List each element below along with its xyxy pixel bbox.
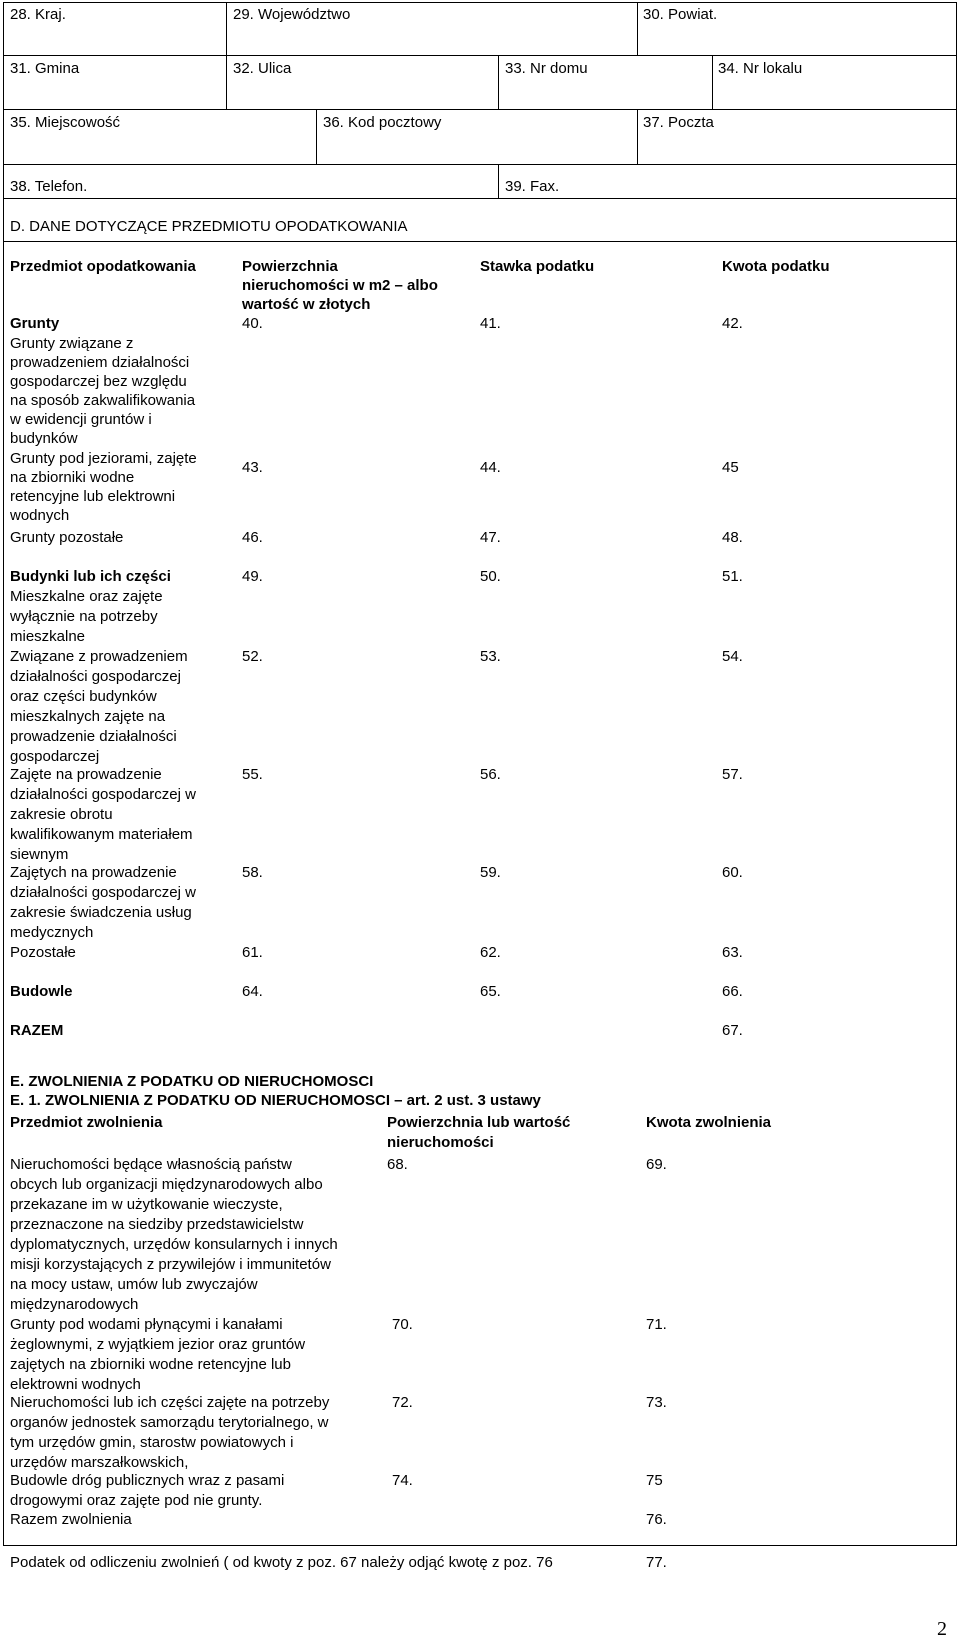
- rule: [3, 1545, 957, 1546]
- header-amount: Kwota podatku: [722, 258, 830, 275]
- field-poczta[interactable]: 37. Poczta: [643, 114, 714, 131]
- row-label: mieszkalne: [10, 628, 86, 645]
- row-label: prowadzeniem działalności: [10, 354, 190, 371]
- rule: [712, 55, 713, 109]
- row-label: obcych lub organizacji międzynarodowych albo: [10, 1176, 323, 1193]
- row-label: działalności gospodarczej w: [10, 786, 196, 803]
- row-label: wodnych: [10, 507, 70, 524]
- field-nr-domu[interactable]: 33. Nr domu: [505, 60, 588, 77]
- row-label: gospodarczej: [10, 748, 100, 765]
- rule: [3, 198, 4, 1546]
- row-label: Związane z prowadzeniem: [10, 648, 188, 665]
- row-label: na sposób zakwalifikowania: [10, 392, 196, 409]
- field-65[interactable]: 65.: [480, 983, 501, 1000]
- field-43[interactable]: 43.: [242, 459, 263, 476]
- row-label: medycznych: [10, 924, 94, 941]
- header-area: wartość w złotych: [242, 296, 371, 313]
- row-label: Grunty pod wodami płynącymi i kanałami: [10, 1316, 283, 1333]
- row-label: działalności gospodarczej: [10, 668, 181, 685]
- field-fax[interactable]: 39. Fax.: [505, 178, 560, 195]
- field-56[interactable]: 56.: [480, 766, 501, 783]
- row-label: siewnym: [10, 846, 69, 863]
- row-label: Zajętych na prowadzenie: [10, 864, 177, 881]
- header-area: nieruchomości w m2 – albo: [242, 277, 438, 294]
- row-label: budynków: [10, 430, 78, 447]
- rule: [3, 55, 957, 56]
- rule: [3, 2, 957, 3]
- row-label: międzynarodowych: [10, 1296, 139, 1313]
- field-45[interactable]: 45: [722, 459, 739, 476]
- rule: [3, 164, 957, 165]
- row-label: przekazane im w użytkowanie wieczyste,: [10, 1196, 283, 1213]
- field-wojewodztwo[interactable]: 29. Województwo: [233, 6, 351, 23]
- rule: [3, 241, 957, 242]
- field-ulica[interactable]: 32. Ulica: [233, 60, 292, 77]
- section-e-title: E. ZWOLNIENIA Z PODATKU OD NIERUCHOMOSCI: [10, 1073, 374, 1090]
- header-area: Powierzchnia lub wartość: [387, 1114, 571, 1131]
- row-label: żeglownymi, z wyjątkiem jezior oraz gruntów: [10, 1336, 306, 1353]
- field-54[interactable]: 54.: [722, 648, 743, 665]
- rule: [3, 109, 957, 110]
- rule: [956, 198, 957, 1546]
- row-label: w ewidencji gruntów i: [10, 411, 152, 428]
- field-47[interactable]: 47.: [480, 529, 501, 546]
- section-d-title: D. DANE DOTYCZĄCE PRZEDMIOTU OPODATKOWANIA: [10, 218, 408, 235]
- grunty-title: Grunty: [10, 315, 60, 332]
- row-label: dyplomatycznych, urzędów konsularnych i innych: [10, 1236, 338, 1253]
- field-77[interactable]: 77.: [646, 1554, 667, 1571]
- row-label: elektrowni wodnych: [10, 1376, 141, 1393]
- row-label: na zbiorniki wodne: [10, 469, 135, 486]
- budynki-title: Budynki lub ich części: [10, 568, 171, 585]
- field-55[interactable]: 55.: [242, 766, 263, 783]
- budowle-label: Budowle: [10, 983, 73, 1000]
- field-58[interactable]: 58.: [242, 864, 263, 881]
- field-40[interactable]: 40.: [242, 315, 263, 332]
- header-subject: Przedmiot zwolnienia: [10, 1114, 163, 1131]
- field-41[interactable]: 41.: [480, 315, 501, 332]
- field-61[interactable]: 61.: [242, 944, 263, 961]
- rule: [498, 55, 499, 109]
- row-label: zakresie świadczenia usług: [10, 904, 192, 921]
- row-label: organów jednostek samorządu terytorialnego, w: [10, 1414, 329, 1431]
- row-label: prowadzenie działalności: [10, 728, 177, 745]
- field-73[interactable]: 73.: [646, 1394, 667, 1411]
- row-label: zajętych na zbiorniki wodne retencyjne lub: [10, 1356, 291, 1373]
- field-kod-pocztowy[interactable]: 36. Kod pocztowy: [323, 114, 442, 131]
- row-label: na mocy ustaw, umów lub zwyczajów: [10, 1276, 258, 1293]
- field-50[interactable]: 50.: [480, 568, 501, 585]
- page-number: 2: [937, 1618, 947, 1640]
- header-amount: Kwota zwolnienia: [646, 1114, 772, 1131]
- row-label: przeznaczone na siedziby przedstawicielstw: [10, 1216, 304, 1233]
- field-63[interactable]: 63.: [722, 944, 743, 961]
- field-75[interactable]: 75: [646, 1472, 663, 1489]
- rule: [637, 2, 638, 55]
- rule: [498, 164, 499, 198]
- header-rate: Stawka podatku: [480, 258, 595, 275]
- rule: [3, 198, 957, 199]
- field-70[interactable]: 70.: [392, 1316, 413, 1333]
- row-label: drogowymi oraz zajęte pod nie grunty.: [10, 1492, 263, 1509]
- field-68[interactable]: 68.: [387, 1156, 408, 1173]
- field-miejscowosc[interactable]: 35. Miejscowość: [10, 114, 121, 131]
- header-area: nieruchomości: [387, 1134, 494, 1151]
- row-label: Mieszkalne oraz zajęte: [10, 588, 163, 605]
- row-label: retencyjne lub elektrowni: [10, 488, 176, 505]
- rule: [637, 109, 638, 164]
- field-67[interactable]: 67.: [722, 1022, 743, 1039]
- field-44[interactable]: 44.: [480, 459, 501, 476]
- field-46[interactable]: 46.: [242, 529, 263, 546]
- field-telefon[interactable]: 38. Telefon.: [10, 178, 88, 195]
- razem-label: RAZEM: [10, 1022, 64, 1039]
- header-subject: Przedmiot opodatkowania: [10, 258, 196, 275]
- field-48[interactable]: 48.: [722, 529, 743, 546]
- row-label: oraz części budynków: [10, 688, 157, 705]
- row-label: Nieruchomości lub ich części zajęte na potrzeby: [10, 1394, 330, 1411]
- field-62[interactable]: 62.: [480, 944, 501, 961]
- row-label: gospodarczej bez względu: [10, 373, 187, 390]
- row-label: mieszkalnych zajęte na: [10, 708, 166, 725]
- field-66[interactable]: 66.: [722, 983, 743, 1000]
- rule: [956, 2, 957, 198]
- rule: [3, 2, 4, 198]
- rule: [226, 55, 227, 109]
- podatek-label: Podatek od odliczeniu zwolnień ( od kwoty z poz. 67 należy odjąć kwotę z poz. 76: [10, 1554, 553, 1571]
- row-label: zakresie obrotu: [10, 806, 113, 823]
- field-49[interactable]: 49.: [242, 568, 263, 585]
- rule: [316, 109, 317, 164]
- field-powiat[interactable]: 30. Powiat.: [643, 6, 718, 23]
- field-72[interactable]: 72.: [392, 1394, 413, 1411]
- field-52[interactable]: 52.: [242, 648, 263, 665]
- rule: [226, 2, 227, 55]
- row-label: tym urzędów gmin, starostw powiatowych i: [10, 1434, 294, 1451]
- field-51[interactable]: 51.: [722, 568, 743, 585]
- row-label: Zajęte na prowadzenie: [10, 766, 162, 783]
- row-label: kwalifikowanym materiałem: [10, 826, 193, 843]
- field-59[interactable]: 59.: [480, 864, 501, 881]
- field-kraj[interactable]: 28. Kraj.: [10, 6, 66, 23]
- field-gmina[interactable]: 31. Gmina: [10, 60, 80, 77]
- field-76[interactable]: 76.: [646, 1511, 667, 1528]
- section-e1-title: E. 1. ZWOLNIENIA Z PODATKU OD NIERUCHOMOSCI – art. 2 ust. 3 ustawy: [10, 1092, 541, 1109]
- row-label: Grunty pod jeziorami, zajęte: [10, 450, 197, 467]
- field-71[interactable]: 71.: [646, 1316, 667, 1333]
- field-60[interactable]: 60.: [722, 864, 743, 881]
- row-label: Budowle dróg publicznych wraz z pasami: [10, 1472, 285, 1489]
- row-label: urzędów marszałkowskich,: [10, 1454, 189, 1471]
- field-57[interactable]: 57.: [722, 766, 743, 783]
- field-74[interactable]: 74.: [392, 1472, 413, 1489]
- row-label: Grunty pozostałe: [10, 529, 124, 546]
- field-53[interactable]: 53.: [480, 648, 501, 665]
- field-42[interactable]: 42.: [722, 315, 743, 332]
- row-label: misji korzystających z przywilejów i immunitetów: [10, 1256, 331, 1273]
- row-label: działalności gospodarczej w: [10, 884, 196, 901]
- row-label: Pozostałe: [10, 944, 76, 961]
- field-nr-lokalu[interactable]: 34. Nr lokalu: [718, 60, 803, 77]
- row-label: Grunty związane z: [10, 335, 134, 352]
- row-label: Nieruchomości będące własnością państw: [10, 1156, 292, 1173]
- row-label: wyłącznie na potrzeby: [10, 608, 158, 625]
- field-69[interactable]: 69.: [646, 1156, 667, 1173]
- field-64[interactable]: 64.: [242, 983, 263, 1000]
- header-area: Powierzchnia: [242, 258, 338, 275]
- razem-zwolnienia-label: Razem zwolnienia: [10, 1511, 132, 1528]
